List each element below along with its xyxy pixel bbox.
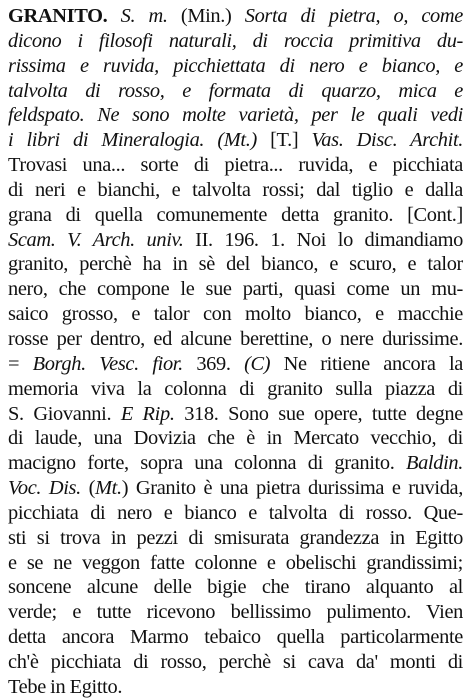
entry-text-segment: memoria viva la colonna di granito sulla piazza di [8,377,463,400]
entry-line [8,178,463,203]
entry-line [8,675,463,700]
entry-line [8,153,463,178]
entry-text-segment: Scam. V. Arch. univ. [8,228,196,251]
entry-text-segment: e se ne veggon fatte colonne e obelischi grandissimi; [8,551,463,574]
entry-text-segment: Borgh. Vesc. fior. [32,352,197,375]
entry-line [8,128,463,153]
headword: GRANITO. [8,5,121,27]
entry-text-segment: S. m. [120,5,168,27]
entry-text-segment: picchiata di nero e bianco e talvolta di rosso. Que- [8,501,463,524]
entry-text-segment: Voc. Dis. [8,477,89,500]
entry-text-segment: II. 196. 1. Noi lo dimandiamo [195,228,463,251]
entry-line [8,277,463,302]
entry-text-segment: rissima e ruvida, picchiettata di nero e bianco, e [8,54,463,77]
entry-line [8,4,463,29]
entry-line [8,501,463,526]
entry-text-segment: feldspato. Ne sono molte varietà, per le quali vedi [8,104,463,127]
entry-line [8,352,463,377]
entry-line [8,377,463,402]
entry-line [8,203,463,228]
entry-line [8,327,463,352]
entry-line [8,103,463,128]
entry-text-segment: verde; e tutte ricevono bellissimo pulimento. Vien [8,601,463,624]
entry-text-segment: [T.] [270,129,312,152]
entry-text-segment: sti si trova in pezzi di smisurata grandezza in Egitto [8,526,463,549]
entry-text-segment: (Min.) [167,5,245,27]
entry-text-segment: (C) [244,352,271,375]
entry-text-segment: rosse per dentro, ed alcune berettine, o nere durissime. [8,327,463,350]
entry-line [8,79,463,104]
entry-line [8,526,463,551]
entry-line [8,650,463,675]
entry-text-segment: Tebe in Egitto. [8,675,123,698]
entry-line [8,402,463,427]
entry-text-segment: Mt. [95,477,122,500]
entry-text-segment: E Rip. [120,402,175,425]
entry-text-segment: 318. Sono sue opere, tutte degne [174,402,463,425]
entry-text-segment: i libri di Mineralogia. (Mt.) [8,129,271,152]
entry-line [8,426,463,451]
entry-text-segment: ) Granito è una pietra durissima e ruvida, [121,477,463,500]
entry-text-segment: ( [88,477,96,500]
entry-text-segment: Trovasi una... sorte di pietra... ruvida, e picchiata [8,154,463,177]
entry-line [8,54,463,79]
entry-text-segment: macigno forte, sopra una colonna di granito. [8,452,406,475]
entry-text-segment: di laude, una Dovizia che è in Mercato vecchio, di [8,427,463,450]
entry-text-segment: Vas. Disc. Archit. [311,129,463,152]
entry-line [8,29,463,54]
entry-line [8,228,463,253]
entry-line [8,551,463,576]
entry-line [8,252,463,277]
entry-line [8,600,463,625]
entry-line [8,451,463,476]
entry-text-segment: grana di quella comunemente detta granito. [Cont.] [8,203,463,226]
dictionary-entry-granito [8,4,463,700]
entry-text-segment: Baldin. [405,452,463,475]
entry-text-segment: saico grosso, e talor con molto bianco, e macchie [8,303,463,326]
entry-text-segment: Sorta di pietra, o, come [244,5,463,27]
entry-text-segment: soncene alcune delle bigie che tirano alquanto al [8,576,463,599]
entry-text-segment: di neri e bianchi, e talvolta rossi; dal tiglio e dalla [8,178,463,201]
entry-text-segment: ch'è picchiata di rosso, perchè si cava da' monti di [8,650,463,673]
entry-line [8,476,463,501]
entry-line [8,625,463,650]
entry-text-segment: granito, perchè ha in sè del bianco, e scuro, e talor [8,253,463,276]
entry-text-segment: Ne ritiene ancora la [270,352,463,375]
entry-text-segment: nero, che compone le sue parti, quasi come un mu- [8,278,463,301]
entry-text-segment: detta ancora Marmo tebaico quella particolarmente [8,626,463,649]
entry-text-segment: S. Giovanni. [8,402,121,425]
entry-text-segment: dicono i filosofi naturali, di roccia primitiva du- [8,29,463,52]
entry-line [8,302,463,327]
entry-text-segment: talvolta di rosso, e formata di quarzo, mica e [8,79,463,102]
entry-text-segment: = [8,352,33,375]
entry-text-segment: 369. [196,352,245,375]
